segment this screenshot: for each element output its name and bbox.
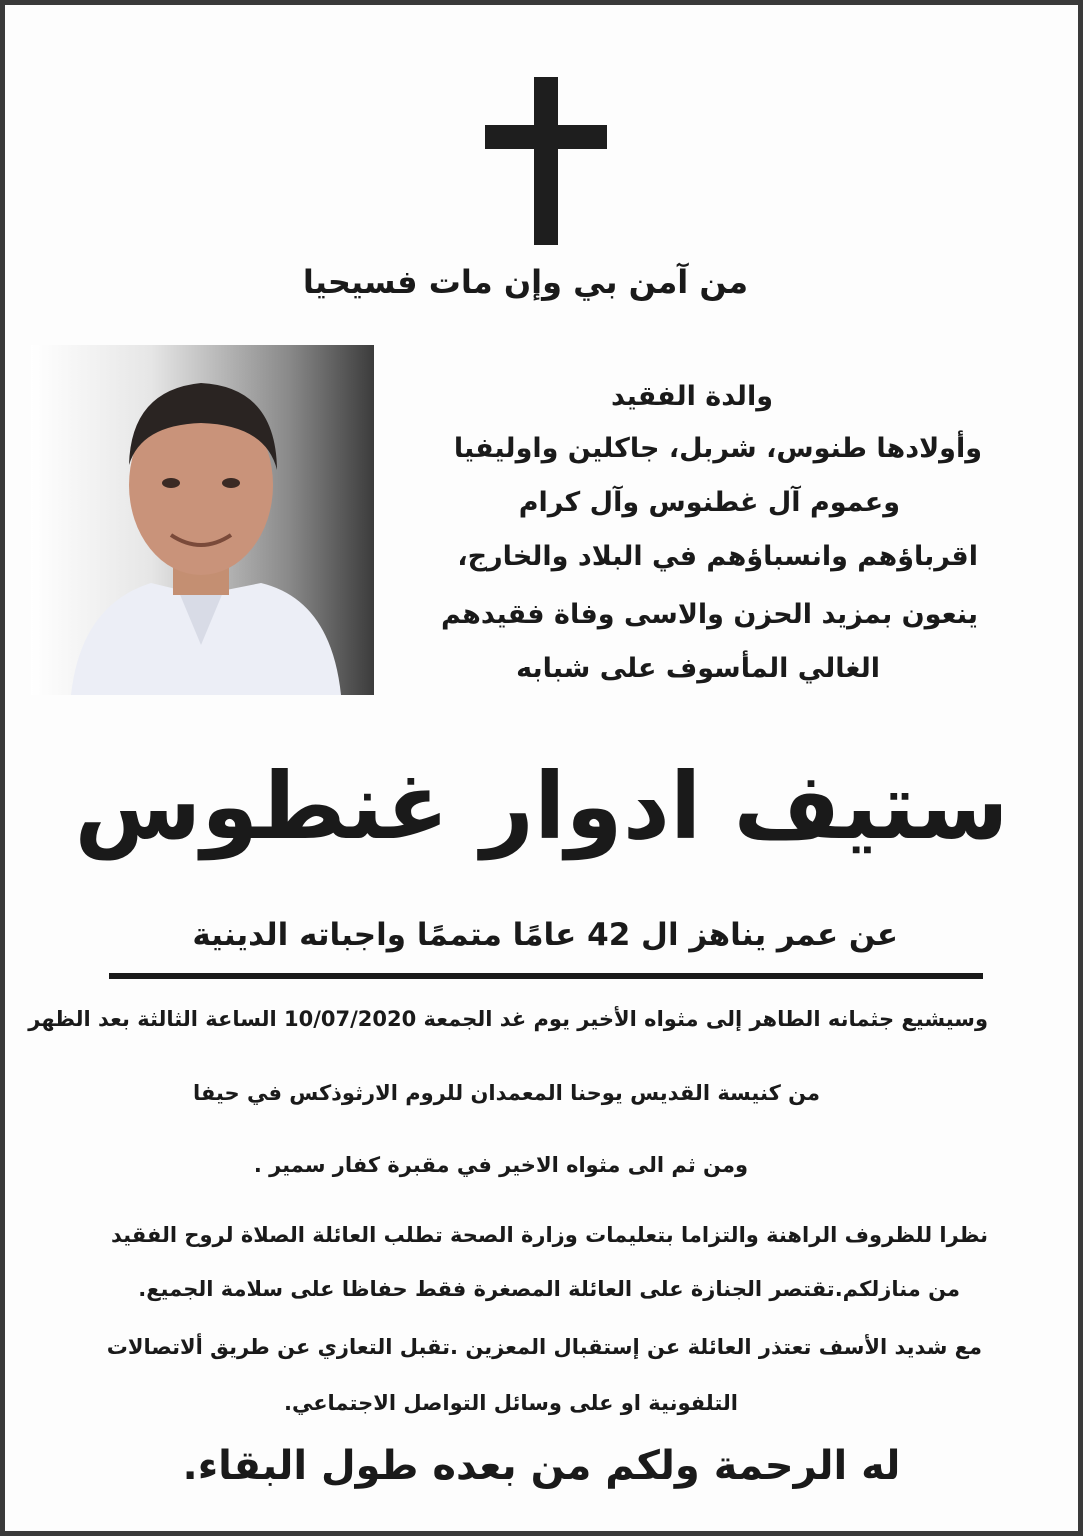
family-line: اقرباؤهم وانسباؤهم في البلاد والخارج،	[457, 541, 978, 572]
family-line: وعموم آل غطنوس وآل كرام	[518, 487, 900, 518]
family-line: والدة الفقيد	[611, 381, 773, 412]
family-line: وأولادها طنوس، شربل، جاكلين واوليفيا	[453, 433, 982, 464]
closing-line: له الرحمة ولكم من بعده طول البقاء.	[182, 1443, 901, 1489]
funeral-info-line: التلفونية او على وسائل التواصل الاجتماعي.	[283, 1391, 738, 1415]
family-line: ينعون بمزيد الحزن والاسى وفاة فقيدهم	[440, 599, 978, 630]
funeral-info-line: من منازلكم.تقتصر الجنازة على العائلة المصغرة فقط حفاظا على سلامة الجميع.	[138, 1277, 960, 1301]
cross-icon	[485, 77, 607, 247]
deceased-name: ستيف ادوار غنطوس	[74, 753, 1009, 860]
age-line: عن عمر يناهز ال 42 عامًا متممًا واجباته الدينية	[192, 917, 898, 953]
funeral-info-line: ومن ثم الى مثواه الاخير في مقبرة كفار سمير .	[253, 1153, 748, 1177]
bible-verse: من آمن بي وإن مات فسيحيا	[302, 263, 748, 301]
family-line: الغالي المأسوف على شبابه	[516, 653, 880, 684]
funeral-info-line: وسيشيع جثمانه الطاهر إلى مثواه الأخير يوم غد الجمعة 10/07/2020 الساعة الثالثة بعد الظهر	[28, 1007, 988, 1031]
deceased-photo	[31, 345, 374, 695]
funeral-info-line: من كنيسة القديس يوحنا المعمدان للروم الارثوذكس في حيفا	[192, 1081, 820, 1105]
divider	[109, 973, 983, 979]
funeral-info-line: نظرا للظروف الراهنة والتزاما بتعليمات وزارة الصحة تطلب العائلة الصلاة لروح الفقيد	[111, 1223, 988, 1247]
funeral-info-line: مع شديد الأسف تعتذر العائلة عن إستقبال المعزين .تقبل التعازي عن طريق ألاتصالات	[106, 1335, 982, 1359]
